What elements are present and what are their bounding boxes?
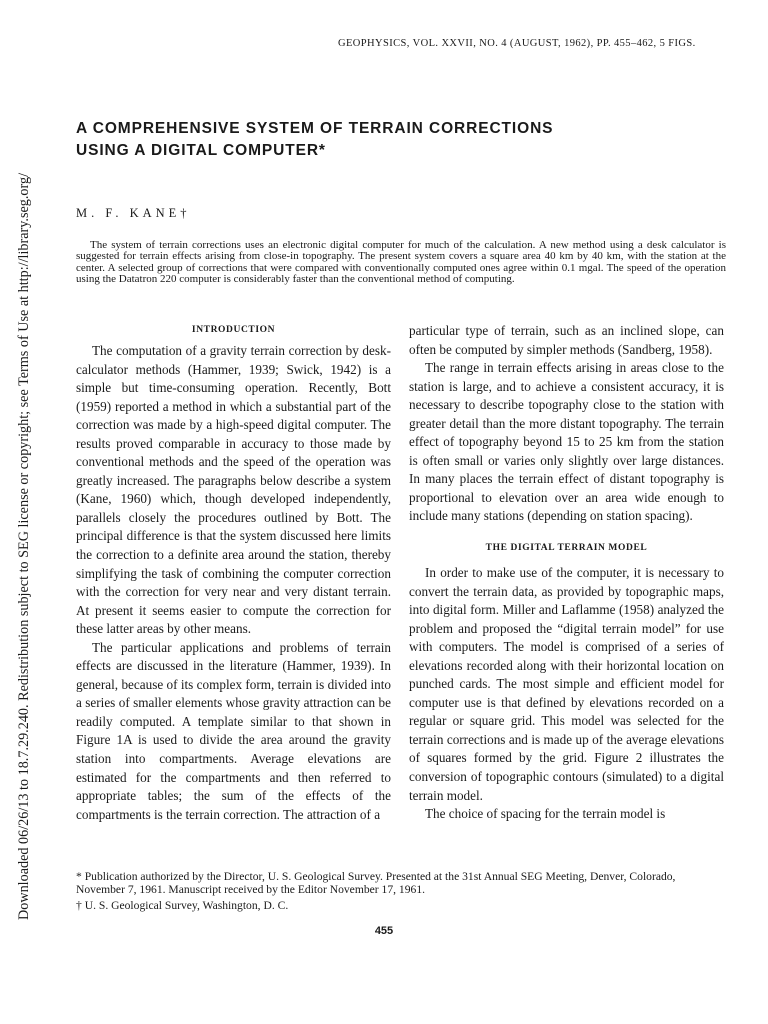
footnote-affiliation: † U. S. Geological Survey, Washington, D. C. (76, 899, 289, 912)
page-number: 455 (374, 925, 394, 937)
download-notice-text: Downloaded 06/26/13 to 18.7.29.240. Redistribution subject to SEG license or copyright; see Terms of Use at http://library.seg.org/ (16, 172, 32, 920)
journal-header: GEOPHYSICS, VOL. XXVII, NO. 4 (AUGUST, 1962), PP. 455–462, 5 FIGS. (338, 38, 696, 49)
title-line-2: USING A DIGITAL COMPUTER* (76, 142, 326, 159)
paragraph: The computation of a gravity terrain correction by desk-calculator methods (Hammer, 1939; Swick, 1942) is a simple but time-consuming operation. Recently, Bott (1959) reported a method in which a substantial part of the correction was made by a high-speed digital computer. The results proved comparable in accuracy to those made by conventional methods and the speed of the operation was greatly increased. The paragraphs below describe a system (Kane, 1960) which, though developed independently, parallels closely the procedures outlined by Bott. The principal difference is that the system discussed here limits the correction to a definite area around the station, thereby simplifying the task of combining the computer correction with the correction for very near and very distant terrain. At present it seems easier to compute the correction for these latter areas by other means. (76, 343, 391, 637)
paragraph: The particular applications and problems of terrain effects are discussed in the literature (Hammer, 1939). In general, because of its complex form, terrain is divided into a series of smaller elements whose gravity attraction can be readily computed. A template similar to that shown in Figure 1A is used to divide the area around the gravity station into compartments. Average elevations are estimated for the compartments and then referred to appropriate tables; the sum of the effects of the compartments is the terrain correction. The attraction of a (76, 639, 391, 822)
article-title (76, 118, 696, 162)
paragraph: In order to make use of the computer, it is necessary to convert the terrain data, as provided by topographic maps, into digital form. Miller and Laflamme (1958) analyzed the problem and proposed the “digital terrain model” for use with computers. The model is comprised of a series of elevations recorded along with their horizontal location on punched cards. The most simple and efficient model for computer use is that defined by elevations recorded on a regular or square grid. This model was selected for the terrain corrections and is made up of the average elevations of squares formed by the grid. Figure 2 illustrates the conversion of topographic contours (simulated) to a digital terrain model. (409, 565, 724, 803)
abstract: The system of terrain corrections uses an electronic digital computer for much of the calculation. A new method using a desk calculator is suggested for terrain effects arising from close-in topography. The present system covers a square area 40 km by 40 km, with the station at the center. A selected group of corrections that were compared with conventionally computed ones agree within 0.1 mgal. The speed of the operation using the Datatron 220 computer is considerably faster than the conventional method of computing. (76, 239, 726, 286)
paragraph: The range in terrain effects arising in areas close to the station is large, and to achieve a consistent accuracy, it is necessary to describe topography close to the station with greater detail than the more distant topography. The terrain effect of topography beyond 15 to 25 km from the station is often small or varies only slightly over large distances. In many places the terrain effect of distant topography is proportional to elevation over an area wide enough to include many stations (depending on station spacing). (409, 360, 724, 524)
right-column (409, 322, 724, 824)
paragraph: The choice of spacing for the terrain model is (425, 806, 666, 822)
left-column (76, 322, 391, 824)
section-heading-digital-terrain-model: THE DIGITAL TERRAIN MODEL (485, 543, 648, 554)
footnote-publication: * Publication authorized by the Director, U. S. Geological Survey. Presented at the 31st Annual SEG Meeting, Denver, Colorado, November 7, 1961. Manuscript received by the Editor November 17, 1961. (76, 870, 676, 896)
footnotes (76, 870, 726, 915)
author: M. F. KANE† (76, 206, 191, 220)
download-notice (16, 100, 32, 920)
section-heading-introduction: INTRODUCTION (191, 325, 276, 335)
paragraph-continuation: particular type of terrain, such as an inclined slope, can often be computed by simpler methods (Sandberg, 1958). (409, 323, 724, 357)
title-line-1: A COMPREHENSIVE SYSTEM OF TERRAIN CORRECTIONS (76, 120, 554, 137)
